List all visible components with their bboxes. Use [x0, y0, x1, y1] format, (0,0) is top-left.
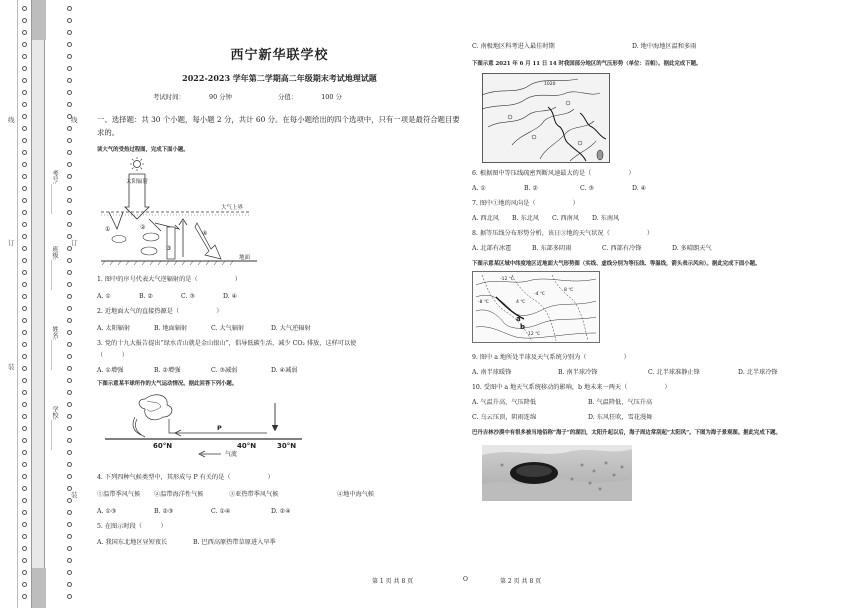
binding-hole-dot [67, 366, 72, 371]
binding-hole-dot [22, 186, 27, 191]
binding-hole-dot [22, 150, 27, 155]
binding-hole-dot [67, 198, 72, 203]
question-2-options [97, 324, 462, 333]
binding-hole-dot [67, 222, 72, 227]
lat-30: 30°N [277, 442, 297, 450]
binding-hole-dot [22, 294, 27, 299]
seal-char: 装 [71, 491, 78, 499]
right-column [472, 42, 847, 503]
binding-hole-dot [67, 102, 72, 107]
binding-hole-dot [22, 30, 27, 35]
option[interactable]: C. ③减弱 [211, 367, 238, 374]
binding-hole-dot [67, 546, 72, 551]
desert-lake-photo [482, 445, 632, 501]
question-7-options [472, 214, 847, 223]
binding-hole-dot [22, 438, 27, 443]
binding-hole-dot [22, 558, 27, 563]
binding-hole-dot [22, 594, 27, 599]
binding-hole-dot [22, 450, 27, 455]
pressure-map [482, 73, 610, 163]
question-4-options [97, 507, 462, 516]
binding-hole-dot [67, 186, 72, 191]
isobar-isotherm-map [472, 271, 600, 343]
intro-text: 下图示意某区域中纬度地区近地面大气形势图（实线、虚线分别为等压线、等温线，箭头表示风向）。据此完成下面小题。 [472, 261, 761, 267]
binding-hole-dot [67, 282, 72, 287]
option[interactable]: B. 巴西高原热带草原进入旱季 [193, 539, 276, 546]
question-2: 2. 近地面大气的直接热源是（ ） [97, 308, 223, 315]
option[interactable]: B. 气温降低，气压升高 [588, 399, 653, 406]
binding-hole-dot [22, 90, 27, 95]
isobar-label: 1020 [544, 82, 556, 87]
binding-hole-dot [67, 426, 72, 431]
binding-hole-dot [67, 6, 72, 11]
svg-text:②: ② [140, 224, 146, 231]
binding-hole-dot [22, 246, 27, 251]
binding-hole-dot [22, 138, 27, 143]
svg-text:-8 ℃: -8 ℃ [478, 300, 489, 305]
option[interactable]: C. ③ [181, 293, 195, 300]
binding-hole-dot [67, 522, 72, 527]
binding-hole-dot [67, 18, 72, 23]
question-6: 6. 根据图中等压线疏密判断风速最大的是（ ） [472, 170, 635, 177]
question-4-statements: ①温带季风气候 ②温带海洋性气候 ③亚热带季风气候 ④地中海气候 [97, 491, 375, 498]
binding-hole-dot [67, 162, 72, 167]
binding-hole-dot [67, 558, 72, 563]
binding-hole-dot [67, 30, 72, 35]
name-field[interactable]: 姓名:__________ [51, 326, 58, 371]
binding-hole-dot [67, 258, 72, 263]
question-10-options-cd [472, 413, 847, 422]
intro-text: 巴丹吉林沙漠中有很多被当地俗称“海子”的湖泊，太阳升起以后，海子周边常刮起“太阳风”。下图为海子景观图。据此完成下题。 [472, 430, 781, 436]
question-1: 1. 图中的序号代表大气逆辐射的是（ ） [97, 276, 241, 283]
binding-hole-dot [67, 450, 72, 455]
svg-text:①: ① [105, 226, 111, 233]
binding-hole-dot [67, 390, 72, 395]
option[interactable]: B. 南半球冷锋 [558, 369, 598, 376]
binding-hole-dot [22, 234, 27, 239]
option[interactable]: B. ② [524, 185, 539, 192]
intro-text: 读大气的受热过程图，完成下面小题。 [97, 147, 189, 153]
svg-text:-4 ℃: -4 ℃ [534, 292, 545, 297]
binding-hole-dot [22, 66, 27, 71]
binding-hole-dot [22, 414, 27, 419]
question-8-options [472, 244, 847, 253]
intro-text: 下图示意 2021 年 6 月 11 日 14 时我国部分地区的气压形势（单位：百帕）。据此完成下题。 [472, 61, 702, 67]
option[interactable]: B. ② [139, 293, 154, 300]
option[interactable]: A. ① [472, 185, 486, 192]
exam-info: 考试时间： 90 分钟 分值： 100 分 [153, 93, 342, 101]
binding-hole-dot [67, 54, 72, 59]
question-5-options-cont [472, 42, 847, 51]
option[interactable]: A. ① [97, 293, 111, 300]
option[interactable]: D. 东南风 [592, 215, 620, 222]
binding-hole-dot [22, 270, 27, 275]
binding-strip [31, 0, 45, 608]
point-a: a [516, 315, 521, 323]
binding-block-top [32, 0, 46, 40]
binding-dots-left [21, 0, 31, 608]
binding-hole-dot [22, 498, 27, 503]
binding-hole-dot [22, 126, 27, 131]
binding-hole-dot [67, 42, 72, 47]
svg-text:-12 ℃: -12 ℃ [500, 277, 514, 282]
option[interactable]: D. 大气逆辐射 [271, 325, 311, 332]
option[interactable]: A. ①③ [97, 508, 117, 515]
binding-hole-dot [22, 462, 27, 467]
class-field[interactable]: 班级:__________ [51, 246, 58, 291]
binding-hole-dot [22, 198, 27, 203]
binding-hole-dot [67, 210, 72, 215]
point-b: b [520, 323, 526, 331]
atmospheric-motion-diagram [97, 389, 307, 459]
binding-hole-dot [22, 534, 27, 539]
option[interactable]: C. 西部有冷锋 [602, 245, 642, 252]
seal-char: 订 [71, 239, 78, 247]
question-3-options [97, 366, 462, 375]
option[interactable]: C. 乌云压顶，阴雨连绵 [472, 414, 537, 421]
binding-hole-dot [22, 114, 27, 119]
option[interactable]: D. ②④ [271, 508, 291, 515]
binding-hole-dot [67, 510, 72, 515]
binding-hole-dot [22, 426, 27, 431]
option[interactable]: A. 气温升高，气压降低 [472, 399, 537, 406]
option[interactable]: D. ④ [632, 185, 647, 192]
binding-hole-dot [22, 474, 27, 479]
binding-hole-dot [67, 462, 72, 467]
binding-dots-right [66, 0, 76, 608]
exam-title: 2022-2023 学年第二学期高二年级期末考试地理试题 [182, 73, 377, 83]
seal-char: 订 [8, 239, 15, 247]
binding-hole-dot [67, 90, 72, 95]
binding-hole-dot [22, 306, 27, 311]
binding-hole-dot [22, 378, 27, 383]
binding-hole-dot [22, 102, 27, 107]
page-separator: O [463, 576, 468, 583]
page-number-right: 第 2 页 共 8 页 [500, 578, 542, 585]
option[interactable]: D. 地中海地区温和多雨 [632, 43, 697, 50]
binding-hole-dot [67, 126, 72, 131]
option[interactable]: D. ④减弱 [271, 367, 298, 374]
binding-hole-dot [67, 438, 72, 443]
svg-text:④: ④ [202, 230, 208, 237]
option[interactable]: C. ③ [580, 185, 594, 192]
intro-text: 下图示意某半球所作的大气运动情况。据此回答下列小题。 [97, 381, 238, 387]
binding-hole-dot [67, 342, 72, 347]
sun-label: 太阳辐射 [125, 179, 149, 185]
binding-hole-dot [22, 570, 27, 575]
binding-hole-dot [22, 210, 27, 215]
school-field[interactable]: 学校:__________ [51, 406, 58, 451]
binding-hole-dot [22, 174, 27, 179]
svg-text:8 ℃: 8 ℃ [564, 288, 574, 293]
binding-hole-dot [22, 54, 27, 59]
binding-hole-dot [67, 270, 72, 275]
question-7: 7. 图中①地的风向是（ ） [472, 200, 579, 207]
option[interactable]: C. 南极地区科考进入最佳时期 [472, 43, 555, 50]
svg-text:12 ℃: 12 ℃ [528, 332, 541, 337]
option[interactable]: A. 北部有冰雹 [472, 245, 512, 252]
question-10-options-ab [472, 398, 847, 407]
binding-hole-dot [67, 294, 72, 299]
option[interactable]: D. 东风狂吹，雪花漫舞 [588, 414, 653, 421]
binding-hole-dot [67, 306, 72, 311]
question-1-options [97, 292, 462, 301]
atmosphere-top-label: 大气上界 [221, 205, 244, 211]
binding-hole-dot [67, 174, 72, 179]
binding-hole-dot [22, 366, 27, 371]
option[interactable]: A. 我国东北地区昼短夜长 [97, 539, 168, 546]
binding-hole-dot [67, 66, 72, 71]
option[interactable]: D. 北半球冷锋 [738, 369, 778, 376]
binding-hole-dot [22, 42, 27, 47]
question-9: 9. 图中 a 地所处半球及天气系统分别为（ ） [472, 354, 630, 361]
binding-hole-dot [22, 6, 27, 11]
question-10: 10. 受图中 a 地天气系统移动的影响，b 地未来一两天（ ） [472, 384, 671, 391]
page-number-left: 第 1 页 共 8 页 [372, 578, 414, 585]
option[interactable]: B. ②③ [154, 508, 174, 515]
binding-hole-dot [22, 582, 27, 587]
seal-char: 线 [71, 116, 78, 124]
binding-hole-dot [22, 282, 27, 287]
option[interactable]: C. ①④ [211, 508, 231, 515]
binding-hole-dot [67, 330, 72, 335]
option[interactable]: B. 地面辐射 [154, 325, 188, 332]
binding-hole-dot [22, 522, 27, 527]
binding-hole-dot [67, 354, 72, 359]
binding-hole-dot [67, 570, 72, 575]
binding-hole-dot [22, 18, 27, 23]
binding-hole-dot [22, 486, 27, 491]
student-info-fields [50, 170, 64, 530]
binding-hole-dot [22, 258, 27, 263]
binding-hole-dot [22, 318, 27, 323]
option[interactable]: B. ②增强 [154, 367, 181, 374]
binding-hole-dot [22, 354, 27, 359]
section-heading: 一、选择题：共 30 个小题，每小题 2 分，共计 60 分。在每小题给出的四个选项中，只有一项是最符合题目要求的。 [97, 115, 460, 137]
svg-text:4 ℃: 4 ℃ [516, 300, 526, 305]
binding-hole-dot [22, 546, 27, 551]
question-4: 4. 下列四种气候类型中，其形成与 P 有关的是（ ） [97, 474, 274, 481]
binding-hole-dot [67, 594, 72, 599]
school-title: 西宁新华联学校 [230, 48, 329, 63]
binding-hole-dot [67, 150, 72, 155]
left-column [97, 42, 462, 547]
binding-hole-dot [67, 378, 72, 383]
ground-label: 地面 [239, 255, 251, 261]
question-5: 5. 在图示时段（ ） [97, 523, 167, 530]
binding-hole-dot [67, 474, 72, 479]
option[interactable]: A. 南半球暖锋 [472, 369, 512, 376]
option[interactable]: B. 东北风 [512, 215, 540, 222]
svg-text:③: ③ [166, 245, 172, 252]
option[interactable]: A. ①增强 [97, 367, 124, 374]
binding-hole-dot [22, 78, 27, 83]
binding-hole-dot [22, 390, 27, 395]
option[interactable]: A. 西北风 [472, 215, 499, 222]
question-3: 3. 党的十九大报告提出“绿水青山就是金山银山”，倡导低碳生活，减少 CO₂ 排放，这样可以使 [97, 340, 357, 347]
atmosphere-heating-diagram [99, 157, 279, 267]
lat-60: 60°N [153, 442, 173, 450]
binding-hole-dot [67, 582, 72, 587]
question-6-options [472, 184, 847, 193]
option[interactable]: D. 多晴朗天气 [672, 245, 712, 252]
binding-hole-dot [22, 330, 27, 335]
binding-hole-dot [67, 414, 72, 419]
lat-40: 40°N [237, 442, 257, 450]
seal-char: 装 [8, 363, 15, 371]
option[interactable]: B. 东部多阴雨 [532, 245, 572, 252]
binding-hole-dot [22, 162, 27, 167]
binding-hole-dot [67, 534, 72, 539]
binding-hole-dot [67, 138, 72, 143]
question-9-options [472, 368, 847, 377]
option[interactable]: C. 大气辐射 [211, 325, 245, 332]
option[interactable]: C. 北半球准静止锋 [648, 369, 700, 376]
question-3-blank: （ ） [97, 352, 128, 359]
binding-hole-dot [22, 510, 27, 515]
option[interactable]: D. ④ [223, 293, 238, 300]
airflow-label: 气流 [225, 451, 238, 458]
seal-char: 线 [8, 116, 15, 124]
binding-hole-dot [67, 78, 72, 83]
binding-hole-dot [22, 342, 27, 347]
p-label: P [217, 424, 222, 432]
sun-icon [130, 157, 144, 171]
binding-hole-dot [22, 222, 27, 227]
binding-hole-dot [67, 318, 72, 323]
binding-hole-dot [22, 402, 27, 407]
question-5-options [97, 538, 462, 547]
binding-hole-dot [67, 402, 72, 407]
exam-number-field[interactable]: 考号:__________ [51, 170, 58, 215]
binding-block-bottom [32, 568, 46, 608]
option[interactable]: C. 西南风 [552, 215, 580, 222]
question-8: 8. 据等压线分布形势分析，该日③地的天气状况（ ） [472, 230, 654, 237]
binding-margin [0, 0, 18, 608]
option[interactable]: A. 太阳辐射 [97, 325, 131, 332]
